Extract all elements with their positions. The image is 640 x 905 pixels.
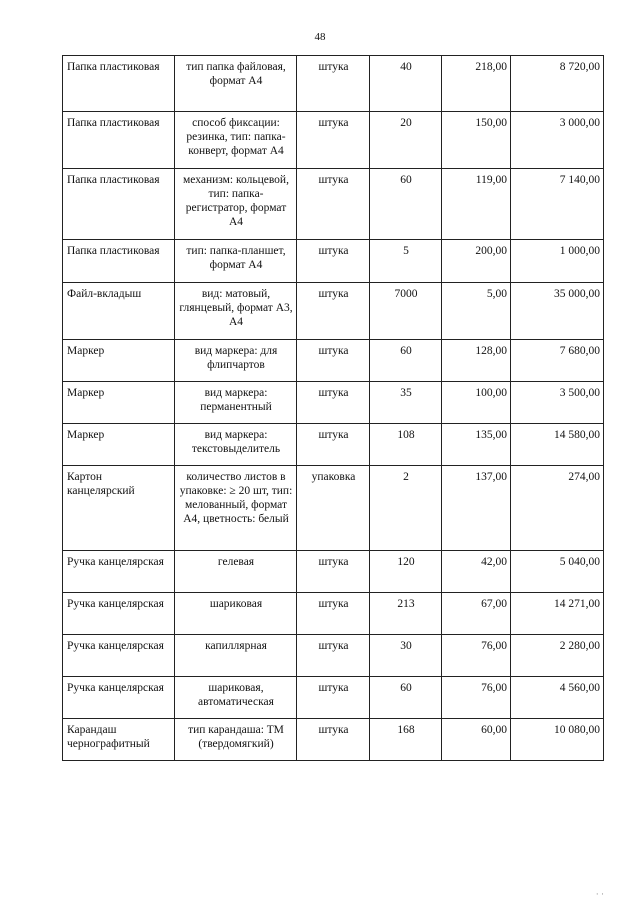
quantity-cell: 60	[370, 169, 442, 240]
total-cost-cell: 4 560,00	[511, 677, 604, 719]
item-name-cell: Папка пластиковая	[63, 169, 175, 240]
item-name-cell: Ручка канцелярская	[63, 551, 175, 593]
table-row	[63, 635, 604, 677]
item-description-cell: вид маркера: текстовыделитель	[175, 424, 297, 466]
procurement-table	[62, 55, 604, 761]
unit-cell: штука	[297, 169, 370, 240]
unit-price-cell: 76,00	[442, 635, 511, 677]
quantity-cell: 30	[370, 635, 442, 677]
item-name-cell: Картон канцелярский	[63, 466, 175, 551]
item-description-cell: тип карандаша: ТМ (твердомягкий)	[175, 719, 297, 761]
item-name-cell: Папка пластиковая	[63, 240, 175, 283]
unit-cell: штука	[297, 382, 370, 424]
table-row	[63, 593, 604, 635]
unit-cell: штука	[297, 340, 370, 382]
unit-cell: штука	[297, 424, 370, 466]
unit-price-cell: 128,00	[442, 340, 511, 382]
unit-price-cell: 150,00	[442, 112, 511, 169]
unit-cell: штука	[297, 551, 370, 593]
quantity-cell: 168	[370, 719, 442, 761]
item-name-cell: Маркер	[63, 424, 175, 466]
table-row	[63, 551, 604, 593]
quantity-cell: 40	[370, 56, 442, 112]
total-cost-cell: 2 280,00	[511, 635, 604, 677]
item-description-cell: вид: матовый, глянцевый, формат А3, А4	[175, 283, 297, 340]
item-description-cell: капиллярная	[175, 635, 297, 677]
unit-cell: упаковка	[297, 466, 370, 551]
item-description-cell: гелевая	[175, 551, 297, 593]
unit-price-cell: 67,00	[442, 593, 511, 635]
item-description-cell: механизм: кольцевой, тип: папка-регистратор, формат А4	[175, 169, 297, 240]
item-description-cell: вид маркера: перманентный	[175, 382, 297, 424]
total-cost-cell: 1 000,00	[511, 240, 604, 283]
total-cost-cell: 7 140,00	[511, 169, 604, 240]
quantity-cell: 20	[370, 112, 442, 169]
table-row	[63, 56, 604, 112]
total-cost-cell: 14 580,00	[511, 424, 604, 466]
unit-price-cell: 42,00	[442, 551, 511, 593]
total-cost-cell: 10 080,00	[511, 719, 604, 761]
table-row	[63, 112, 604, 169]
total-cost-cell: 8 720,00	[511, 56, 604, 112]
table-row	[63, 424, 604, 466]
unit-price-cell: 60,00	[442, 719, 511, 761]
table-row	[63, 169, 604, 240]
item-description-cell: тип: папка-планшет, формат А4	[175, 240, 297, 283]
item-name-cell: Ручка канцелярская	[63, 677, 175, 719]
item-description-cell: шариковая, автоматическая	[175, 677, 297, 719]
total-cost-cell: 3 500,00	[511, 382, 604, 424]
total-cost-cell: 14 271,00	[511, 593, 604, 635]
unit-cell: штука	[297, 593, 370, 635]
item-name-cell: Маркер	[63, 382, 175, 424]
item-name-cell: Ручка канцелярская	[63, 593, 175, 635]
page-number: 48	[314, 31, 326, 43]
item-description-cell: шариковая	[175, 593, 297, 635]
item-name-cell: Маркер	[63, 340, 175, 382]
quantity-cell: 213	[370, 593, 442, 635]
item-description-cell: количество листов в упаковке: ≥ 20 шт, тип: мелованный, формат А4, цветность: белый	[175, 466, 297, 551]
item-name-cell: Карандаш чернографитный	[63, 719, 175, 761]
table-row	[63, 677, 604, 719]
unit-cell: штука	[297, 719, 370, 761]
total-cost-cell: 274,00	[511, 466, 604, 551]
table-row	[63, 240, 604, 283]
item-name-cell: Папка пластиковая	[63, 112, 175, 169]
table-row	[63, 466, 604, 551]
quantity-cell: 5	[370, 240, 442, 283]
item-name-cell: Папка пластиковая	[63, 56, 175, 112]
table-row	[63, 719, 604, 761]
unit-price-cell: 137,00	[442, 466, 511, 551]
total-cost-cell: 5 040,00	[511, 551, 604, 593]
total-cost-cell: 7 680,00	[511, 340, 604, 382]
unit-cell: штука	[297, 635, 370, 677]
total-cost-cell: 3 000,00	[511, 112, 604, 169]
item-description-cell: тип папка файловая, формат А4	[175, 56, 297, 112]
unit-price-cell: 135,00	[442, 424, 511, 466]
quantity-cell: 2	[370, 466, 442, 551]
unit-price-cell: 100,00	[442, 382, 511, 424]
quantity-cell: 35	[370, 382, 442, 424]
item-name-cell: Ручка канцелярская	[63, 635, 175, 677]
item-description-cell: вид маркера: для флипчартов	[175, 340, 297, 382]
quantity-cell: 108	[370, 424, 442, 466]
quantity-cell: 60	[370, 340, 442, 382]
quantity-cell: 60	[370, 677, 442, 719]
item-name-cell: Файл-вкладыш	[63, 283, 175, 340]
quantity-cell: 120	[370, 551, 442, 593]
unit-cell: штука	[297, 283, 370, 340]
unit-price-cell: 200,00	[442, 240, 511, 283]
unit-price-cell: 76,00	[442, 677, 511, 719]
table-row	[63, 340, 604, 382]
table-row	[63, 382, 604, 424]
unit-price-cell: 5,00	[442, 283, 511, 340]
unit-cell: штука	[297, 677, 370, 719]
unit-cell: штука	[297, 56, 370, 112]
unit-cell: штука	[297, 240, 370, 283]
unit-price-cell: 218,00	[442, 56, 511, 112]
quantity-cell: 7000	[370, 283, 442, 340]
unit-cell: штука	[297, 112, 370, 169]
total-cost-cell: 35 000,00	[511, 283, 604, 340]
corner-mark: · ·	[595, 889, 604, 899]
unit-price-cell: 119,00	[442, 169, 511, 240]
table-body	[63, 56, 604, 761]
item-description-cell: способ фиксации: резинка, тип: папка-конверт, формат А4	[175, 112, 297, 169]
table-row	[63, 283, 604, 340]
